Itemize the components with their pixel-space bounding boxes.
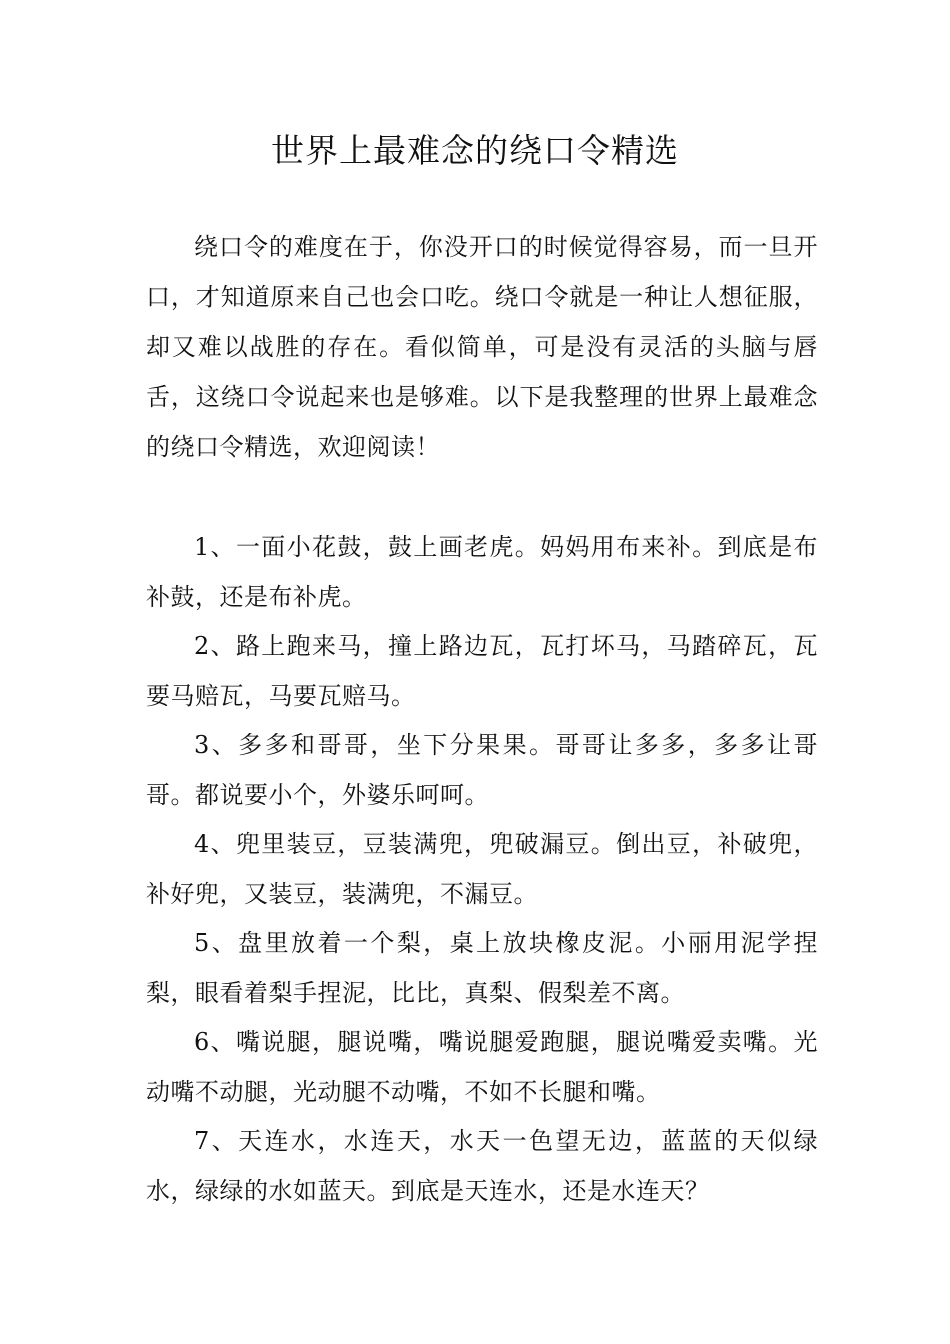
tongue-twister-item-5: 5、盘里放着一个梨，桌上放块橡皮泥。小丽用泥学捏梨，眼看着梨手捏泥，比比，真梨、假梨差不离。 bbox=[146, 929, 818, 1007]
tongue-twister-list bbox=[146, 523, 818, 1216]
tongue-twister-item-4: 4、兜里装豆，豆装满兜，兜破漏豆。倒出豆，补破兜，补好兜，又装豆，装满兜，不漏豆。 bbox=[146, 830, 818, 908]
tongue-twister-item-7: 7、天连水，水连天，水天一色望无边，蓝蓝的天似绿水，绿绿的水如蓝天。到底是天连水，还是水连天？ bbox=[146, 1127, 818, 1205]
document-title: 世界上最难念的绕口令精选 bbox=[271, 131, 679, 170]
intro-paragraph: 绕口令的难度在于，你没开口的时候觉得容易，而一旦开口，才知道原来自己也会口吃。绕口令就是一种让人想征服，却又难以战胜的存在。看似简单，可是没有灵活的头脑与唇舌，这绕口令说起来也是够难。以下是我整理的世界上最难念的绕口令精选，欢迎阅读！ bbox=[146, 233, 818, 461]
tongue-twister-item-1: 1、一面小花鼓，鼓上画老虎。妈妈用布来补。到底是布补鼓，还是布补虎。 bbox=[146, 533, 818, 611]
tongue-twister-item-6: 6、嘴说腿，腿说嘴，嘴说腿爱跑腿，腿说嘴爱卖嘴。光动嘴不动腿，光动腿不动嘴，不如不长腿和嘴。 bbox=[146, 1028, 818, 1106]
tongue-twister-item-2: 2、路上跑来马，撞上路边瓦，瓦打坏马，马踏碎瓦，瓦要马赔瓦，马要瓦赔马。 bbox=[146, 632, 818, 710]
tongue-twister-item-3: 3、多多和哥哥，坐下分果果。哥哥让多多，多多让哥哥。都说要小个，外婆乐呵呵。 bbox=[146, 731, 818, 809]
